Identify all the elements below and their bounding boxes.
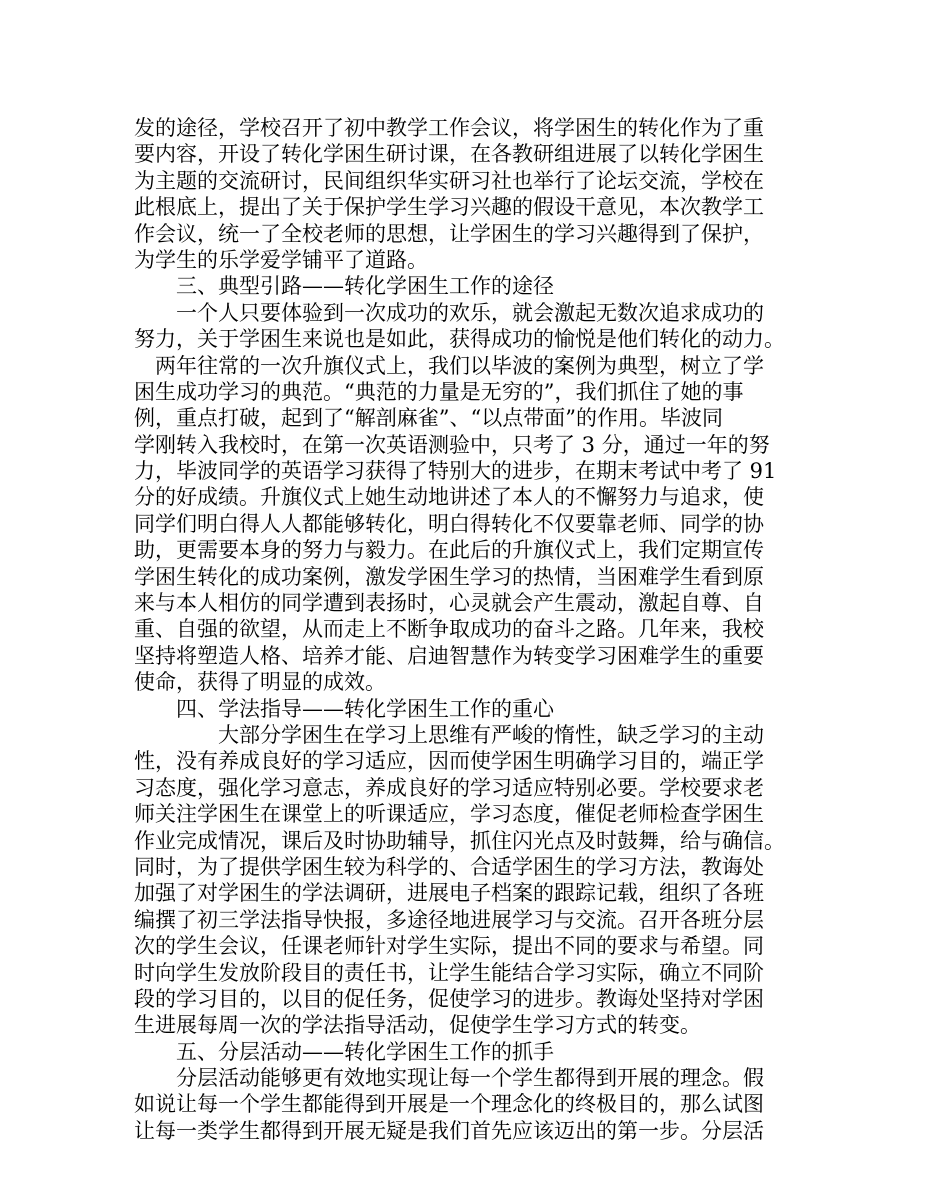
text-line: 次的学生会议，任课老师针对学生实际，提出不同的要求与希望。同: [134, 934, 764, 959]
text-line: 来与本人相仿的同学遭到表扬时，心灵就会产生震动，激起自尊、自: [134, 591, 764, 616]
text-line: 如说让每一个学生都能得到开展是一个理念化的终极目的，那么试图: [134, 1092, 764, 1117]
text-line: 为学生的乐学爱学铺平了道路。: [134, 247, 428, 272]
text-line: 同时，为了提供学困生较为科学的、合适学困生的学习方法，教诲处: [134, 854, 764, 879]
text-line: 三、典型引路——转化学困生工作的途径: [134, 274, 554, 299]
text-line: 让每一类学生都得到开展无疑是我们首先应该迈出的第一步。分层活: [134, 1118, 764, 1143]
text-line: 生进展每周一次的学法指导活动，促使学生学习方式的转变。: [134, 1013, 701, 1038]
text-line: 同学们明白得人人都能够转化，明白得转化不仅要靠老师、同学的协: [134, 511, 764, 536]
text-line: 习态度，强化学习意志，养成良好的学习适应特别必要。学校要求老: [134, 775, 764, 800]
text-line: 分层活动能够更有效地实现让每一个学生都得到开展的理念。假: [134, 1066, 764, 1091]
text-line: 使命，获得了明显的成效。: [134, 670, 386, 695]
text-line: 此根底上，提出了关于保护学生学习兴趣的假设干意见，本次教学工: [134, 195, 764, 220]
text-line: 作业完成情况，课后及时协助辅导，抓住闪光点及时鼓舞，给与确信。: [134, 828, 785, 853]
text-line: 努力，关于学困生来说也是如此，获得成功的愉悦是他们转化的动力。: [134, 327, 785, 352]
text-line: 大部分学困生在学习上思维有严峻的惰性，缺乏学习的主动: [134, 722, 764, 747]
text-line: 性，没有养成良好的学习适应，因而使学困生明确学习目的，端正学: [134, 749, 764, 774]
text-line: 学刚转入我校时，在第一次英语测验中，只考了 3 分，通过一年的努: [134, 432, 770, 457]
text-line: 一个人只要体验到一次成功的欢乐，就会激起无数次追求成功的: [134, 300, 764, 325]
text-line: 师关注学困生在课堂上的听课适应，学习态度，催促老师检查学困生: [134, 802, 764, 827]
text-line: 为主题的交流研讨，民间组织华实研习社也举行了论坛交流，学校在: [134, 168, 764, 193]
text-line: 编撰了初三学法指导快报，多途径地进展学习与交流。召开各班分层: [134, 907, 764, 932]
text-line: 要内容，开设了转化学困生研讨课，在各教研组进展了以转化学困生: [134, 142, 764, 167]
text-line: 分的好成绩。升旗仪式上她生动地讲述了本人的不懈努力与追求，使: [134, 485, 764, 510]
text-line: 时向学生发放阶段目的责任书，让学生能结合学习实际，确立不同阶: [134, 960, 764, 985]
text-line: 发的途径，学校召开了初中教学工作会议，将学困生的转化作为了重: [134, 116, 764, 140]
text-line: 段的学习目的，以目的促任务，促使学习的进步。教诲处坚持对学困: [134, 986, 764, 1011]
text-line: 重、自强的欲望，从而走上不断争取成功的奋斗之路。几年来，我校: [134, 617, 764, 642]
text-line: 作会议，统一了全校老师的思想，让学困生的学习兴趣得到了保护，: [134, 221, 764, 246]
text-line: 加强了对学困生的学法调研，进展电子档案的跟踪记载，组织了各班: [134, 881, 764, 906]
text-line: 学困生转化的成功案例，激发学困生学习的热情，当困难学生看到原: [134, 564, 764, 589]
text-line: 力，毕波同学的英语学习获得了特别大的进步，在期末考试中考了 91: [134, 459, 777, 484]
text-line: 困生成功学习的典范。“典范的力量是无穷的”，我们抓住了她的事: [134, 379, 744, 404]
text-line: 四、学法指导——转化学困生工作的重心: [134, 696, 554, 721]
text-line: 五、分层活动——转化学困生工作的抓手: [134, 1039, 554, 1064]
text-line: 例，重点打破，起到了“解剖麻雀”、“以点带面”的作用。毕波同: [134, 406, 723, 431]
text-line: 两年往常的一次升旗仪式上，我们以毕波的案例为典型，树立了学: [134, 353, 764, 378]
body-text: [134, 115, 814, 1144]
text-line: 坚持将塑造人格、培养才能、启迪智慧作为转变学习困难学生的重要: [134, 643, 764, 668]
text-line: 助，更需要本身的努力与毅力。在此后的升旗仪式上，我们定期宣传: [134, 538, 764, 563]
